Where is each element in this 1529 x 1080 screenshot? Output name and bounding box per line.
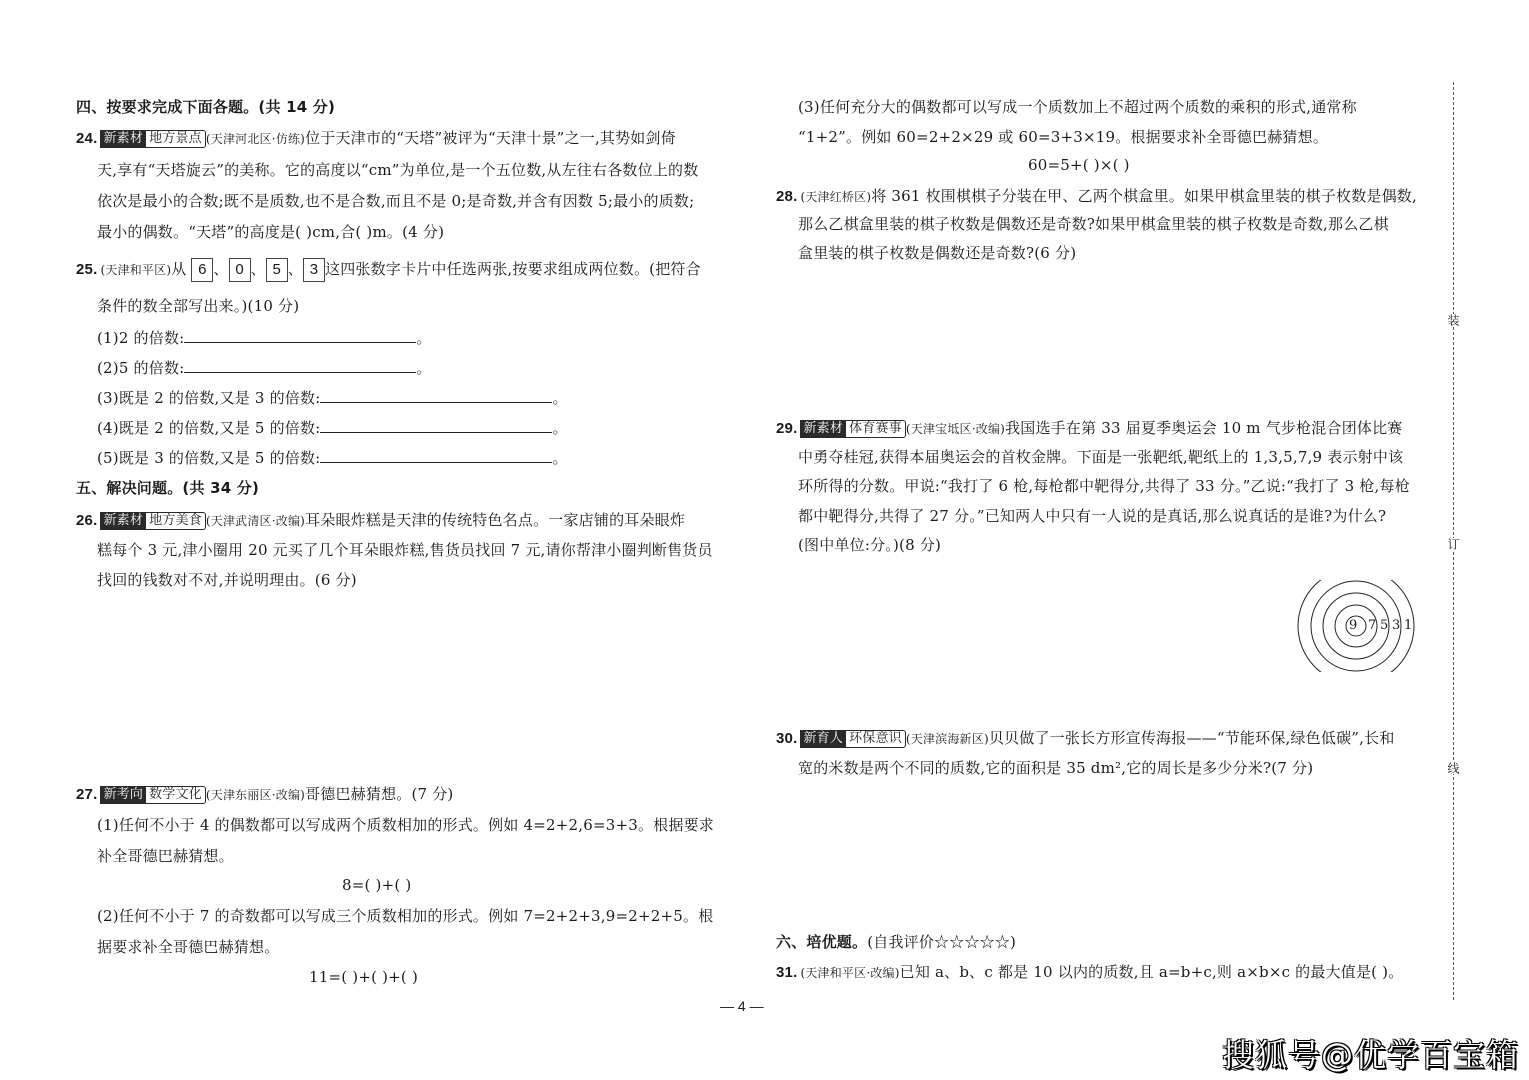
answer-blank[interactable] [184, 328, 416, 343]
question-text: (2)任何不小于 7 的奇数都可以写成三个质数相加的形式。例如 7=2+2+3,9=2+2+5。根 [97, 907, 714, 925]
tag-new-direction: 新考向 [100, 786, 146, 804]
sub-question-label: (5)既是 3 的倍数,又是 5 的倍数: [97, 449, 321, 467]
period: 。 [552, 449, 568, 467]
question-number: 26. [76, 512, 98, 529]
tag-topic: 环保意识 [846, 730, 906, 748]
binding-char-ding: 订 [1446, 538, 1460, 550]
question-source: (天津东丽区·改编) [205, 788, 306, 802]
sub-question-label: (2)5 的倍数: [97, 359, 185, 377]
question-text: (1)任何不小于 4 的偶数都可以写成两个质数相加的形式。例如 4=2+2,6=3+3。根据要求 [97, 816, 715, 834]
sub-question-4 [97, 418, 568, 438]
digit-card-6: 6 [191, 258, 213, 282]
binding-char-xian: 线 [1446, 762, 1460, 774]
period: 。 [552, 419, 568, 437]
watermark: 搜狐号@优学百宝箱 [1222, 1036, 1520, 1074]
tag-topic: 地方景点 [146, 130, 206, 148]
question-number: 27. [76, 786, 98, 803]
section-5-title: 五、解决问题。(共 34 分) [76, 479, 260, 497]
question-number: 31. [776, 964, 798, 981]
question-source: (天津滨海新区) [905, 732, 989, 746]
equation-3: 60=5+( )×( ) [1028, 156, 1130, 174]
separator: 、 [287, 260, 303, 278]
tag-new-material: 新素材 [100, 130, 146, 148]
ring-score-9: 9 [1349, 618, 1358, 633]
period: 。 [416, 329, 432, 347]
answer-blank[interactable] [184, 358, 416, 373]
tag-topic: 数学文化 [146, 786, 206, 804]
section-4-title: 四、按要求完成下面各题。(共 14 分) [76, 98, 336, 116]
question-text: 盒里装的棋子枚数是偶数还是奇数?(6 分) [798, 244, 1077, 262]
question-text: 补全哥德巴赫猜想。 [97, 847, 234, 865]
sub-question-5 [97, 448, 568, 468]
ring-score-5: 5 [1380, 618, 1389, 633]
question-number: 28. [776, 188, 798, 205]
question-number: 29. [776, 420, 798, 437]
question-text: 我国选手在第 33 届夏季奥运会 10 m 气步枪混合团体比赛 [1005, 419, 1403, 437]
question-text: 耳朵眼炸糕是天津的传统特色名点。一家店铺的耳朵眼炸 [305, 511, 686, 529]
question-source: (天津河北区·仿练) [205, 132, 306, 146]
separator: 、 [250, 260, 266, 278]
answer-blank[interactable] [320, 388, 552, 403]
question-number: 30. [776, 730, 798, 747]
tag-new-education: 新育人 [800, 730, 846, 748]
self-rating-stars: (自我评价☆☆☆☆☆) [867, 933, 1017, 951]
period: 。 [416, 359, 432, 377]
answer-blank[interactable] [320, 448, 552, 463]
section-title: 六、培优题。 [776, 933, 868, 951]
equation-1: 8=( )+( ) [342, 876, 412, 894]
question-text: 天,享有“天塔旋云”的美称。它的高度以“cm”为单位,是一个五位数,从左往右各数位上的数 [97, 161, 699, 179]
text-from: 从 [171, 260, 187, 278]
sub-question-label: (1)2 的倍数: [97, 329, 185, 347]
question-text: 依次是最小的合数;既不是质数,也不是合数,而且不是 0;是奇数,并含有因数 5;最小的质数; [97, 192, 695, 210]
question-text: 找回的钱数对不对,并说明理由。(6 分) [97, 571, 357, 589]
digit-card-3: 3 [303, 258, 325, 282]
question-text: 已知 a、b、c 都是 10 以内的质数,且 a=b+c,则 a×b×c 的最大值是( )。 [899, 963, 1404, 981]
question-text: 位于天津市的“天塔”被评为“天津十景”之一,其势如剑倚 [305, 129, 676, 147]
question-text: 最小的偶数。“天塔”的高度是( )cm,合( )m。(4 分) [97, 223, 445, 241]
sub-question-3 [97, 388, 568, 408]
separator: 、 [213, 260, 229, 278]
tag-new-material: 新素材 [800, 420, 846, 438]
question-text: 中勇夺桂冠,获得本届奥运会的首枚金牌。下面是一张靶纸,靶纸上的 1,3,5,7,9 表示射中该 [798, 448, 1404, 466]
sub-question-2 [97, 358, 432, 378]
question-source: (天津宝坻区·改编) [905, 422, 1006, 436]
question-text: 条件的数全部写出来。)(10 分) [97, 297, 300, 315]
question-text: 都中靶得分,共得了 27 分。”已知两人中只有一人说的是真话,那么说真话的是谁?为什么? [798, 507, 1387, 525]
tag-topic: 地方美食 [146, 512, 206, 530]
ring-score-7: 7 [1368, 618, 1377, 633]
target-diagram [1296, 580, 1416, 672]
question-text: “1+2”。例如 60=2+2×29 或 60=3+3×19。根据要求补全哥德巴赫猜想。 [798, 128, 1329, 146]
answer-blank[interactable] [320, 418, 552, 433]
question-number: 25. [76, 261, 98, 278]
question-text: (3)任何充分大的偶数都可以写成一个质数加上不超过两个质数的乘积的形式,通常称 [798, 98, 1357, 116]
equation-2: 11=( )+( )+( ) [309, 968, 419, 986]
binding-char-zhuang: 装 [1446, 314, 1460, 326]
question-text: 糕每个 3 元,津小圈用 20 元买了几个耳朵眼炸糕,售货员找回 7 元,请你帮津小圈判断售货员 [97, 541, 713, 559]
period: 。 [552, 389, 568, 407]
question-text: 宽的米数是两个不同的质数,它的面积是 35 dm²,它的周长是多少分米?(7 分) [798, 759, 1314, 777]
question-text: 据要求补全哥德巴赫猜想。 [97, 938, 280, 956]
ring-score-3: 3 [1392, 618, 1401, 633]
sub-question-label: (3)既是 2 的倍数,又是 3 的倍数: [97, 389, 321, 407]
section-6-title [776, 932, 1016, 952]
question-text: 将 361 枚围棋棋子分装在甲、乙两个棋盒里。如果甲棋盒里装的棋子枚数是偶数, [871, 187, 1417, 205]
tag-topic: 体育赛事 [846, 420, 906, 438]
question-source: (天津武清区·改编) [205, 514, 306, 528]
question-text: 环所得的分数。甲说:“我打了 6 枪,每枪都中靶得分,共得了 33 分。”乙说:“我打了 3 枪,每枪 [798, 477, 1410, 495]
question-title: 哥德巴赫猜想。(7 分) [305, 785, 454, 803]
question-text: 这四张数字卡片中任选两张,按要求组成两位数。(把符合 [325, 260, 701, 278]
question-number: 24. [76, 130, 98, 147]
sub-question-label: (4)既是 2 的倍数,又是 5 的倍数: [97, 419, 321, 437]
question-source: (天津红桥区) [800, 190, 872, 204]
question-text: (图中单位:分。)(8 分) [798, 536, 942, 554]
ring-score-1: 1 [1404, 618, 1413, 633]
tag-new-material: 新素材 [100, 512, 146, 530]
digit-card-0: 0 [229, 258, 251, 282]
question-text: 贝贝做了一张长方形宣传海报——“节能环保,绿色低碳”,长和 [988, 729, 1395, 747]
page-number: — 4 — [720, 998, 764, 1014]
question-source: (天津和平区·改编) [800, 966, 900, 980]
sub-question-1 [97, 328, 432, 348]
question-text: 那么乙棋盒里装的棋子枚数是偶数还是奇数?如果甲棋盒里装的棋子枚数是奇数,那么乙棋 [798, 215, 1389, 233]
digit-card-5: 5 [266, 258, 288, 282]
question-source: (天津和平区) [100, 263, 172, 277]
